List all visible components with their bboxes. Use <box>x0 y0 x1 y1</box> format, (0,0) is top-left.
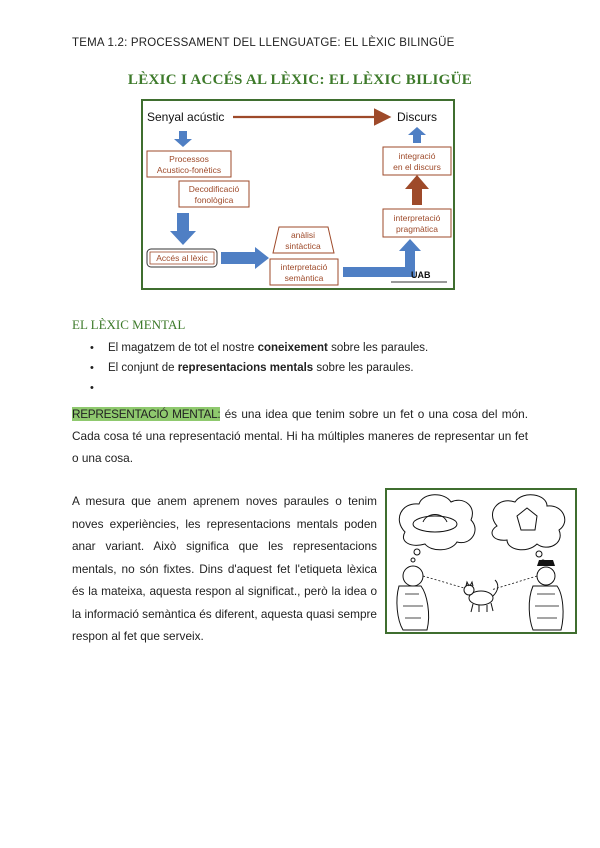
semantica-line1: interpretació <box>280 262 328 272</box>
page-header: TEMA 1.2: PROCESSAMENT DEL LLENGUATGE: EL LÈXIC BILINGÜE <box>72 37 455 49</box>
decodificacio-line1: Decodificació <box>188 184 240 194</box>
blue-arrow-5 <box>408 127 426 143</box>
acces-label: Accés al lèxic <box>156 253 208 263</box>
lexical-access-diagram <box>141 99 455 290</box>
semantica-line2: semàntica <box>284 273 324 283</box>
analisi-line1: anàlisi <box>290 230 316 240</box>
section-title: EL LÈXIC MENTAL <box>72 317 186 332</box>
blue-arrow-2 <box>170 213 196 245</box>
processos-line1: Processos <box>169 154 209 164</box>
body-paragraph: A mesura que anem aprenem noves paraules o tenim noves experiències, les representacions mentals poden anar variant. Això significa que les representacions mentals, no són fixtes. Dins d'aquest fet l'etiqueta lèxica és la mateixa, aquesta respon al significat., però la idea o la informació semàntica és diferent, aquesta quasi sempre respon al fet que serveix. <box>72 494 377 643</box>
list-item: • El conjunt de representacions mentals sobre les paraules. <box>72 358 542 378</box>
blue-arrow-3 <box>221 247 269 269</box>
list-item: • El magatzem de tot el nostre coneixement sobre les paraules. <box>72 338 542 358</box>
decodificacio-line2: fonològica <box>194 195 234 205</box>
blue-arrow-4 <box>343 239 421 277</box>
representacio-paragraph: REPRESENTACIÓ MENTAL: és una idea que tenim sobre un fet o una cosa del món. Cada cosa té una representació mental. Hi ha múltiples maneres de representar un fet o una cosa. <box>72 407 528 465</box>
pragmatica-line1: interpretació <box>393 213 441 223</box>
blue-arrow-1 <box>174 131 192 147</box>
bullet-list <box>72 338 542 398</box>
cartoon-image <box>385 488 577 634</box>
integracio-line1: integració <box>398 151 436 161</box>
uab-logo: UAB <box>411 270 431 280</box>
pragmatica-line2: pragmàtica <box>395 224 439 234</box>
highlighted-term: REPRESENTACIÓ MENTAL: <box>72 407 221 421</box>
main-title: LÈXIC I ACCÉS AL LÈXIC: EL LÈXIC BILIGÜE <box>127 72 473 88</box>
discurs-label: Discurs <box>397 110 438 124</box>
brown-up-arrow <box>405 175 429 205</box>
analisi-line2: sintàctica <box>285 241 321 251</box>
processos-line2: Acustico-fonètics <box>156 165 222 175</box>
senyal-label: Senyal acústic <box>147 110 225 124</box>
integracio-line2: en el discurs <box>393 162 441 172</box>
list-item-empty <box>72 378 542 398</box>
